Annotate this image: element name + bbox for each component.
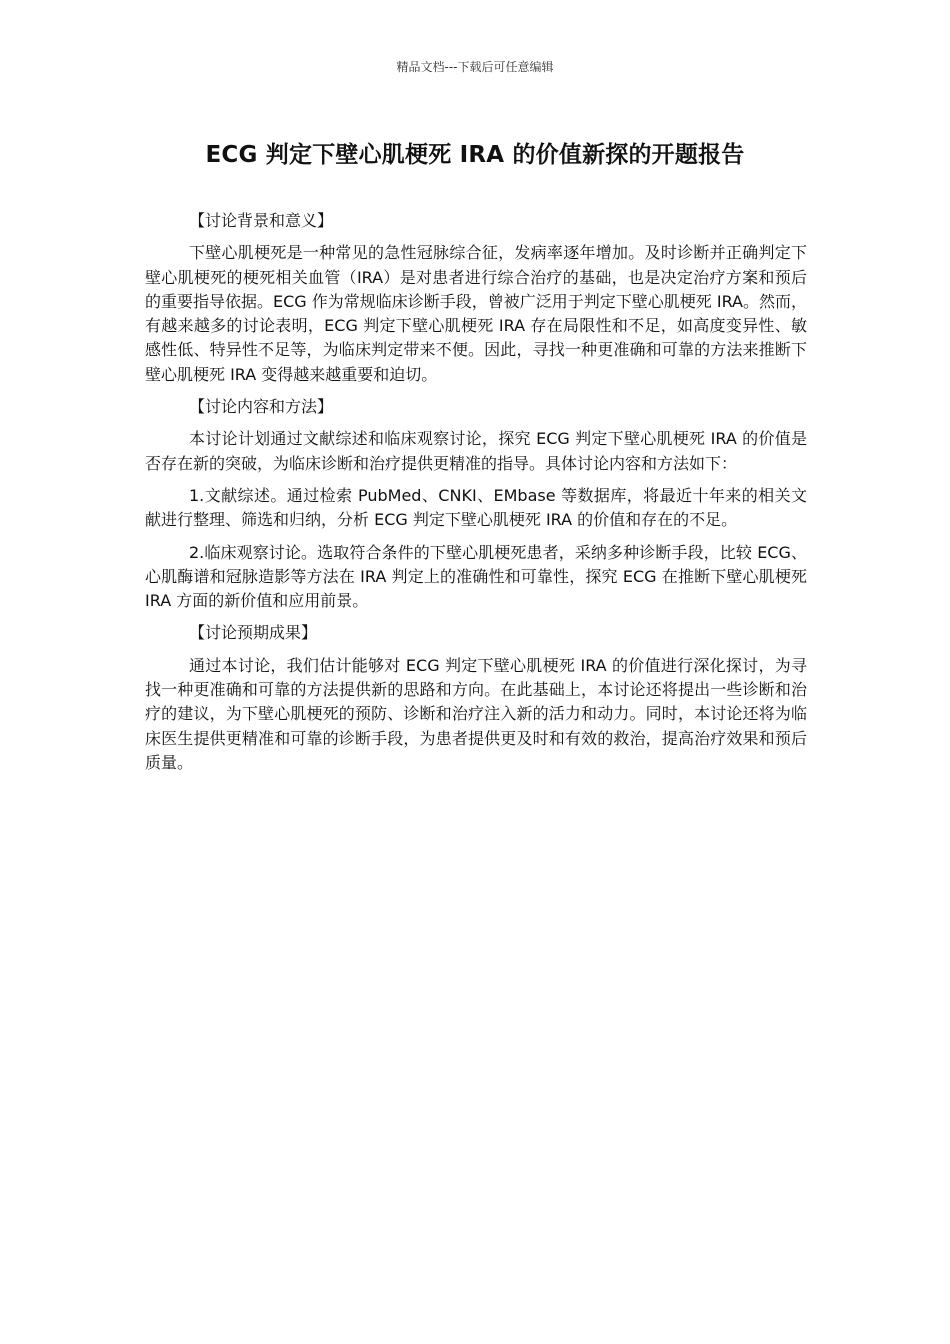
paragraph: 通过本讨论，我们估计能够对 ECG 判定下壁心肌梗死 IRA 的价值进行深化探讨，为寻找一种更准确和可靠的方法提供新的思路和方向。在此基础上，本讨论还将提出一些诊断和治疗的建议，为下壁心肌梗死的预防、诊断和治疗注入新的活力和动力。同时，本讨论还将为临床医生提供更精准和可靠的诊断手段，为患者提供更及时和有效的救治，提高治疗效果和预后质量。 bbox=[145, 655, 807, 772]
page-header-note: 精品文档---下载后可任意编辑 bbox=[396, 60, 554, 74]
paragraph: 1.文献综述。通过检索 PubMed、CNKI、EMbase 等数据库，将最近十年来的相关文献进行整理、筛选和归纳，分析 ECG 判定下壁心肌梗死 IRA 的价值和存在的不足。 bbox=[145, 485, 807, 530]
document-title: ECG 判定下壁心肌梗死 IRA 的价值新探的开题报告 bbox=[205, 142, 745, 168]
paragraph: 下壁心肌梗死是一种常见的急性冠脉综合征，发病率逐年增加。及时诊断并正确判定下壁心肌梗死的梗死相关血管（IRA）是对患者进行综合治疗的基础，也是决定治疗方案和预后的重要指导依据。ECG 作为常规临床诊断手段，曾被广泛用于判定下壁心肌梗死 IRA。然而，有越来越多的讨论表明，ECG 判定下壁心肌梗死 IRA 存在局限性和不足，如高度变异性、敏感性低、特异性不足等，为临床判定带来不便。因此，寻找一种更准确和可靠的方法来推断下壁心肌梗死 IRA 变得越来越重要和迫切。 bbox=[145, 243, 807, 384]
paragraph: 2.临床观察讨论。选取符合条件的下壁心肌梗死患者，采纳多种诊断手段，比较 ECG、心肌酶谱和冠脉造影等方法在 IRA 判定上的准确性和可靠性，探究 ECG 在推断下壁心肌梗死 IRA 方面的新价值和应用前景。 bbox=[145, 542, 807, 611]
paragraph: 本讨论计划通过文献综述和临床观察讨论，探究 ECG 判定下壁心肌梗死 IRA 的价值是否存在新的突破，为临床诊断和治疗提供更精准的指导。具体讨论内容和方法如下： bbox=[145, 429, 807, 473]
section-content-methods bbox=[145, 395, 807, 613]
section-background bbox=[145, 209, 807, 387]
section-heading: 【讨论背景和意义】 bbox=[189, 211, 334, 230]
section-expected-results bbox=[145, 621, 807, 775]
section-heading: 【讨论预期成果】 bbox=[189, 623, 318, 643]
document-body bbox=[145, 209, 807, 783]
section-heading: 【讨论内容和方法】 bbox=[189, 397, 334, 417]
